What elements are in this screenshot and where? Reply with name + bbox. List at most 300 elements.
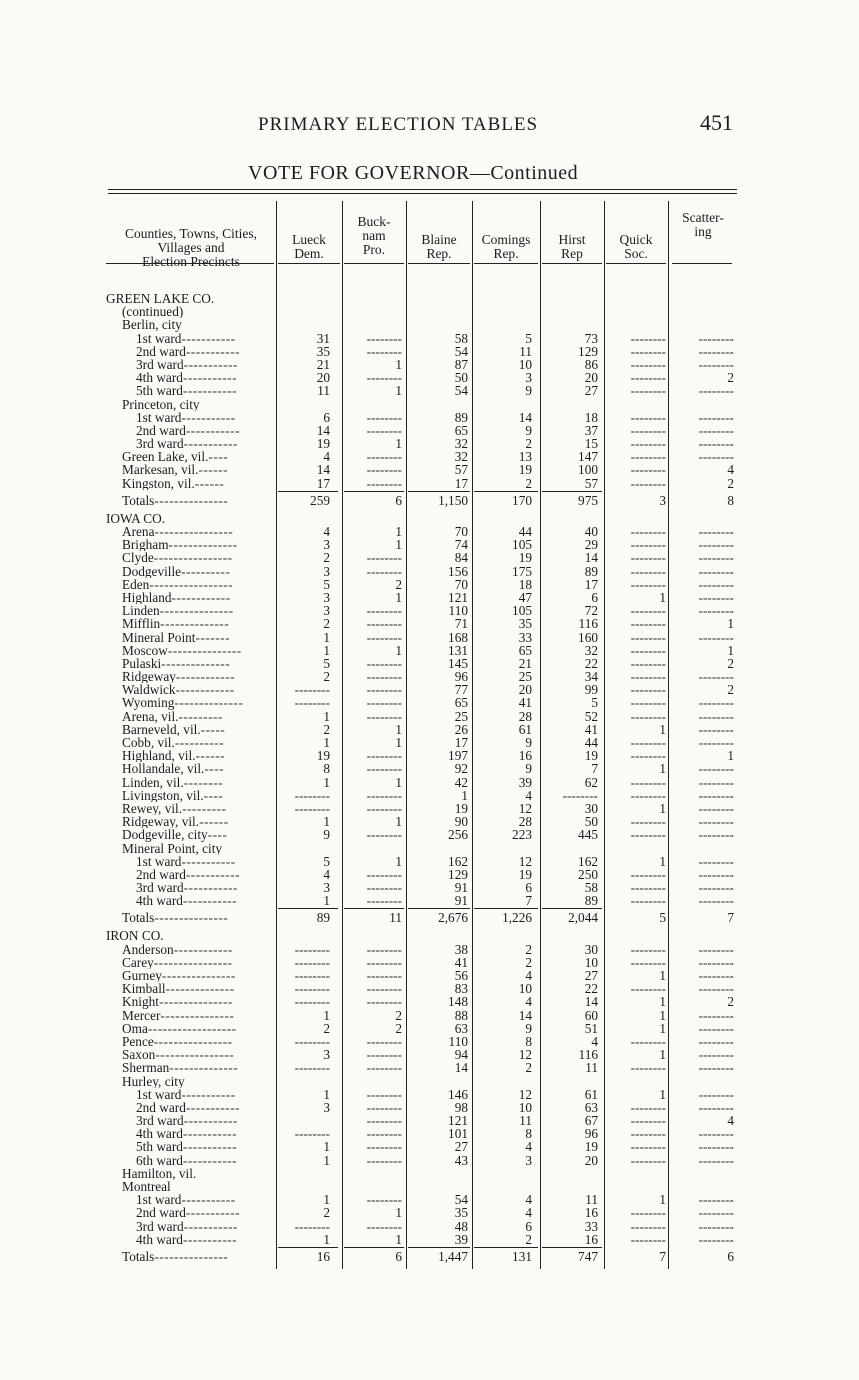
cell-bucknam: 2 [395, 576, 402, 592]
cell-bucknam: -------- [366, 1139, 402, 1155]
col-header-bucknam [342, 215, 406, 257]
cell-comings: 61 [518, 721, 532, 737]
row-label [106, 1206, 278, 1219]
cell-lueck: 1 [323, 1152, 330, 1168]
row-label-text: Linden [122, 604, 160, 618]
row-label [106, 617, 278, 630]
leader-dashes: -------------- [168, 538, 238, 552]
leader-dashes: ---------------- [154, 525, 234, 539]
cell-lueck: 2 [323, 721, 330, 737]
cell-comings: 8 [525, 1126, 532, 1142]
col-header-lueck [276, 233, 342, 261]
row-label-text: Moscow [122, 643, 168, 657]
cell-bucknam: 1 [395, 383, 402, 399]
cell-quick: -------- [630, 1218, 666, 1234]
cell-quick: -------- [630, 449, 666, 465]
cell-comings: 12 [518, 1047, 532, 1063]
cell-comings: 2 [525, 1231, 532, 1247]
cell-scattering: -------- [698, 1020, 734, 1036]
cell-hirst: 147 [578, 449, 598, 465]
cell-scattering: -------- [698, 524, 734, 539]
row-label [106, 411, 278, 424]
cell-scattering: -------- [698, 893, 734, 909]
row-label-text: Mineral Point [122, 630, 196, 644]
column-divider [604, 201, 605, 1269]
cell-comings: 3 [525, 1152, 532, 1168]
cell-comings: 4 [525, 1139, 532, 1155]
leader-dashes: ----------- [182, 894, 238, 908]
cell-bucknam: -------- [366, 827, 402, 843]
row-label-text: 2nd ward [136, 1100, 186, 1115]
cell-lueck: -------- [294, 787, 330, 803]
cell-lueck: 1 [323, 893, 330, 909]
row-label-text: Gurney [122, 969, 162, 983]
cell-hirst: 58 [584, 880, 598, 896]
cell-bucknam: -------- [366, 343, 402, 359]
cell-blaine: 54 [454, 343, 468, 359]
cell-lueck: 1 [323, 629, 330, 645]
cell-scattering: 1 [727, 642, 734, 658]
cell-bucknam: -------- [366, 787, 402, 803]
cell-quick: -------- [630, 524, 666, 539]
totals-row [106, 1246, 738, 1268]
leader-dashes: ------------ [175, 670, 236, 684]
cell-scattering: -------- [698, 563, 734, 579]
cell-blaine: 148 [448, 994, 468, 1010]
row-label [106, 842, 278, 855]
row-label-text: 2nd ward [136, 344, 186, 358]
leader-dashes: ----------- [183, 357, 238, 372]
cell-hirst: 20 [584, 1152, 598, 1168]
row-label [106, 1061, 278, 1074]
cell-lueck: 5 [323, 576, 330, 592]
cell-lueck: 35 [316, 343, 330, 359]
row-label-text: Ridgeway [122, 670, 176, 684]
cell-quick: -------- [630, 1152, 666, 1168]
cell-bucknam: 1 [395, 721, 402, 737]
cell-lueck: 1 [323, 1231, 330, 1247]
cell-scattering: -------- [698, 356, 734, 372]
leader-dashes: ----------- [185, 1206, 241, 1220]
running-head: PRIMARY ELECTION TABLES [258, 114, 539, 135]
cell-comings: 2 [525, 436, 532, 452]
cell-blaine: 19 [454, 800, 468, 816]
totals-rule [408, 491, 470, 493]
col-header-quick [604, 233, 668, 261]
cell-hirst: 61 [584, 1086, 598, 1102]
cell-comings: 3 [525, 370, 532, 386]
cell-hirst: 37 [584, 422, 598, 438]
header-rule-segment [606, 263, 666, 265]
cell-comings: 28 [518, 814, 532, 830]
cell-lueck: 4 [323, 449, 330, 465]
leader-dashes: ---- [208, 450, 229, 464]
cell-bucknam: -------- [366, 1113, 402, 1129]
cell-hirst: 250 [578, 866, 598, 882]
cell-hirst: 100 [578, 462, 598, 478]
cell-quick: -------- [630, 954, 666, 970]
top-rule [108, 189, 737, 190]
cell-scattering: -------- [698, 1126, 734, 1142]
row-label-text: 4th ward [136, 1232, 183, 1246]
row-label [106, 969, 278, 982]
table-row [106, 1022, 738, 1035]
cell-blaine: 43 [454, 1152, 468, 1168]
cell-lueck: 3 [323, 563, 330, 579]
row-label-text: 2nd ward [136, 867, 186, 882]
cell-quick: -------- [630, 1099, 666, 1115]
row-label-text: Barneveld, vil. [122, 722, 201, 737]
page-header [0, 110, 859, 140]
table-row [106, 1009, 738, 1022]
cell-bucknam: -------- [366, 981, 402, 997]
row-label [106, 512, 278, 525]
section-row [106, 1167, 738, 1180]
cell-comings: 2 [525, 941, 532, 957]
cell-lueck: 89 [316, 910, 330, 926]
cell-lueck: 4 [323, 866, 330, 882]
leader-dashes: ----- [200, 722, 226, 737]
cell-scattering: -------- [698, 827, 734, 843]
cell-bucknam: -------- [366, 629, 402, 645]
leader-dashes: -------------- [165, 982, 235, 996]
col-header-line: Rep. [493, 246, 519, 261]
cell-blaine: 98 [454, 1099, 468, 1115]
leader-dashes: ----------- [182, 371, 238, 385]
cell-hirst: -------- [562, 787, 598, 803]
cell-lueck: 1 [323, 774, 330, 790]
cell-hirst: 2,044 [568, 910, 598, 926]
row-label [106, 1114, 278, 1127]
cell-quick: -------- [630, 695, 666, 711]
cell-comings: 105 [512, 537, 532, 553]
table-row [106, 1088, 738, 1101]
cell-bucknam: -------- [366, 954, 402, 970]
cell-comings: 28 [518, 708, 532, 724]
cell-blaine: 145 [448, 655, 468, 671]
cell-comings: 5 [525, 330, 532, 346]
table-row [106, 631, 738, 644]
cell-scattering: -------- [698, 550, 734, 566]
cell-bucknam: -------- [366, 409, 402, 425]
cell-blaine: 1,150 [438, 492, 468, 508]
cell-hirst: 975 [578, 492, 598, 508]
row-label [106, 332, 278, 345]
cell-hirst: 160 [578, 629, 598, 645]
row-label-text: Hurley, city [122, 1074, 185, 1088]
cell-quick: -------- [630, 475, 666, 491]
cell-blaine: 91 [454, 880, 468, 896]
col-header-line: Hirst [558, 232, 586, 247]
leader-dashes: --------------- [154, 1248, 229, 1264]
row-label-text: Mercer [122, 1008, 161, 1022]
cell-scattering: -------- [698, 1060, 734, 1076]
cell-blaine: 32 [454, 436, 468, 452]
cell-scattering: -------- [698, 330, 734, 346]
cell-lueck: 4 [323, 524, 330, 539]
totals-rule [278, 491, 338, 493]
cell-hirst: 5 [591, 695, 598, 711]
cell-hirst: 11 [585, 1060, 598, 1076]
cell-comings: 65 [518, 642, 532, 658]
cell-comings: 10 [518, 356, 532, 372]
cell-lueck: 1 [323, 1139, 330, 1155]
row-label [106, 424, 278, 437]
cell-comings: 223 [512, 827, 532, 843]
row-label [106, 305, 278, 318]
cell-bucknam: -------- [366, 941, 402, 957]
cell-blaine: 1 [461, 787, 468, 803]
cell-comings: 18 [518, 576, 532, 592]
table-row [106, 1220, 738, 1233]
cell-quick: 3 [659, 492, 666, 508]
cell-comings: 6 [525, 880, 532, 896]
totals-rule [542, 908, 602, 910]
cell-blaine: 57 [454, 462, 468, 478]
header-rule-segment [278, 263, 340, 265]
cell-lueck: -------- [294, 682, 330, 698]
row-label [106, 437, 278, 450]
cell-quick: -------- [630, 616, 666, 632]
section-row [106, 398, 738, 411]
row-label [106, 565, 278, 578]
row-label-text: 5th ward [136, 1140, 183, 1154]
cell-lueck: 3 [323, 537, 330, 553]
leader-dashes: --------------- [154, 492, 229, 508]
cell-hirst: 22 [584, 655, 598, 671]
leader-dashes: --------- [178, 709, 223, 723]
cell-quick: -------- [630, 550, 666, 566]
row-label-text: 1st ward [136, 1193, 182, 1207]
row-label [106, 384, 278, 397]
row-label-text: Sherman [122, 1061, 170, 1075]
cell-quick: 1 [659, 968, 666, 983]
cell-hirst: 445 [578, 827, 598, 843]
cell-comings: 20 [518, 682, 532, 698]
cell-scattering: -------- [698, 1047, 734, 1063]
cell-quick: -------- [630, 1113, 666, 1129]
row-label [106, 995, 278, 1008]
table-row [106, 565, 738, 578]
row-label-text: Clyde [122, 551, 154, 565]
cell-lueck: 2 [323, 1205, 330, 1221]
leader-dashes: ---------- [181, 564, 231, 578]
row-label-text: Hollandale, vil. [122, 762, 205, 776]
row-label [106, 604, 278, 617]
cell-blaine: 168 [448, 629, 468, 645]
col-header-line: Soc. [624, 246, 648, 261]
row-label-text: Oma [122, 1021, 148, 1035]
row-label-text: Pence [122, 1034, 154, 1049]
cell-comings: 19 [518, 866, 532, 882]
cell-hirst: 63 [584, 1099, 598, 1115]
cell-scattering: -------- [698, 941, 734, 957]
row-label-text: 4th ward [136, 1127, 183, 1141]
totals-rule [278, 908, 338, 910]
leader-dashes: ----------- [185, 867, 241, 882]
row-label-text: Kimball [122, 982, 166, 996]
cell-comings: 4 [525, 1205, 532, 1221]
cell-bucknam: -------- [366, 893, 402, 909]
leader-dashes: -------------- [174, 696, 244, 710]
row-label [106, 591, 278, 604]
col-header-line: Blaine [421, 232, 457, 247]
cell-comings: 35 [518, 616, 532, 632]
row-label-text: 3rd ward [136, 1114, 184, 1128]
cell-hirst: 72 [584, 603, 598, 619]
cell-comings: 11 [519, 343, 532, 359]
cell-lueck: -------- [294, 954, 330, 970]
row-label [106, 1035, 278, 1048]
totals-rule [344, 491, 404, 493]
cell-quick: -------- [630, 563, 666, 579]
row-label [106, 1193, 278, 1206]
cell-blaine: 38 [454, 941, 468, 957]
leader-dashes: -------- [183, 775, 224, 789]
row-label [106, 982, 278, 995]
cell-lueck: 1 [323, 708, 330, 724]
row-label-text: Dodgeville [122, 564, 182, 578]
cell-quick: 1 [659, 800, 666, 816]
cell-quick: -------- [630, 655, 666, 671]
cell-comings: 10 [518, 981, 532, 997]
cell-comings: 9 [525, 383, 532, 399]
cell-scattering: -------- [698, 866, 734, 882]
cell-quick: -------- [630, 669, 666, 685]
table-row [106, 463, 738, 476]
cell-scattering: -------- [698, 968, 734, 983]
cell-quick: 5 [659, 910, 666, 926]
cell-blaine: 39 [454, 1231, 468, 1247]
cell-hirst: 89 [584, 563, 598, 579]
row-label-text: Mifflin [122, 617, 161, 631]
row-label [106, 1127, 278, 1140]
table-row [106, 995, 738, 1008]
cell-scattering: -------- [698, 576, 734, 592]
leader-dashes: --------------- [161, 969, 236, 983]
cell-quick: -------- [630, 603, 666, 619]
row-label [106, 776, 278, 789]
table-row [106, 956, 738, 969]
section-row [106, 1180, 738, 1193]
cell-hirst: 129 [578, 343, 598, 359]
table-title: VOTE FOR GOVERNOR—Continued [248, 162, 579, 184]
leader-dashes: ----------- [182, 1153, 238, 1167]
cell-lueck: -------- [294, 800, 330, 816]
cell-hirst: 67 [584, 1113, 598, 1129]
table-row [106, 332, 738, 345]
cell-lueck: 3 [323, 589, 330, 605]
cell-hirst: 30 [584, 941, 598, 957]
cell-scattering: -------- [698, 669, 734, 685]
cell-blaine: 121 [448, 589, 468, 605]
cell-blaine: 83 [454, 981, 468, 997]
table-row [106, 894, 738, 907]
cell-comings: 9 [525, 735, 532, 750]
table-row [106, 1061, 738, 1074]
row-label [106, 371, 278, 384]
row-label-text: 3rd ward [136, 357, 184, 372]
cell-scattering: -------- [698, 721, 734, 737]
cell-hirst: 73 [584, 330, 598, 346]
cell-scattering: -------- [698, 436, 734, 452]
cell-lueck: 14 [316, 462, 330, 478]
table-row [106, 1035, 738, 1048]
cell-lueck: 19 [316, 748, 330, 764]
leader-dashes: ---------- [174, 736, 225, 750]
cell-blaine: 89 [454, 409, 468, 425]
row-label [106, 696, 278, 709]
row-label [106, 749, 278, 762]
cell-blaine: 87 [454, 356, 468, 372]
column-divider [472, 201, 473, 1269]
cell-quick: -------- [630, 866, 666, 882]
cell-hirst: 89 [584, 893, 598, 909]
row-label [106, 644, 278, 657]
cell-comings: 131 [512, 1248, 532, 1264]
table-row [106, 943, 738, 956]
cell-hirst: 50 [584, 814, 598, 830]
row-label-text: Wyoming [122, 696, 175, 710]
col-header-comings [472, 233, 540, 261]
cell-bucknam: -------- [366, 655, 402, 671]
cell-bucknam: -------- [366, 695, 402, 711]
row-label [106, 736, 278, 749]
cell-quick: -------- [630, 537, 666, 553]
leader-dashes: ---- [207, 828, 228, 842]
row-label-text: 5th ward [136, 384, 183, 398]
leader-dashes: ------ [194, 476, 225, 490]
cell-hirst: 41 [584, 721, 598, 737]
leader-dashes: ----------- [182, 1140, 238, 1154]
cell-comings: 6 [525, 1218, 532, 1234]
cell-scattering: -------- [698, 1033, 734, 1049]
row-label-text: 4th ward [136, 894, 183, 908]
cell-blaine: 90 [454, 814, 468, 830]
row-label-text: Carey [122, 955, 154, 970]
leader-dashes: ----------- [181, 854, 236, 868]
row-label-text: Markesan, vil. [122, 463, 199, 477]
cell-bucknam: 1 [395, 1205, 402, 1221]
cell-blaine: 94 [454, 1047, 468, 1063]
table-row [106, 762, 738, 775]
cell-scattering: -------- [698, 735, 734, 750]
cell-scattering: -------- [698, 589, 734, 605]
cell-scattering: -------- [698, 1192, 734, 1208]
row-label [106, 1075, 278, 1088]
cell-blaine: 92 [454, 761, 468, 777]
row-label-text: Waldwick [122, 683, 176, 697]
cell-bucknam: 2 [395, 1020, 402, 1036]
cell-quick: -------- [630, 1033, 666, 1049]
leader-dashes: -------------- [160, 617, 230, 631]
row-label [106, 802, 278, 815]
cell-quick: 1 [659, 1020, 666, 1036]
cell-hirst: 44 [584, 735, 598, 750]
leader-dashes: ----------- [183, 1114, 238, 1128]
row-label-text: Saxon [122, 1048, 156, 1062]
cell-quick: -------- [630, 682, 666, 698]
cell-blaine: 26 [454, 721, 468, 737]
cell-quick: -------- [630, 356, 666, 372]
cell-bucknam: 1 [395, 642, 402, 658]
row-label [106, 450, 278, 463]
cell-quick: 1 [659, 761, 666, 777]
cell-hirst: 15 [584, 436, 598, 452]
cell-hirst: 52 [584, 708, 598, 724]
cell-hirst: 747 [578, 1248, 598, 1264]
cell-hirst: 29 [584, 537, 598, 553]
